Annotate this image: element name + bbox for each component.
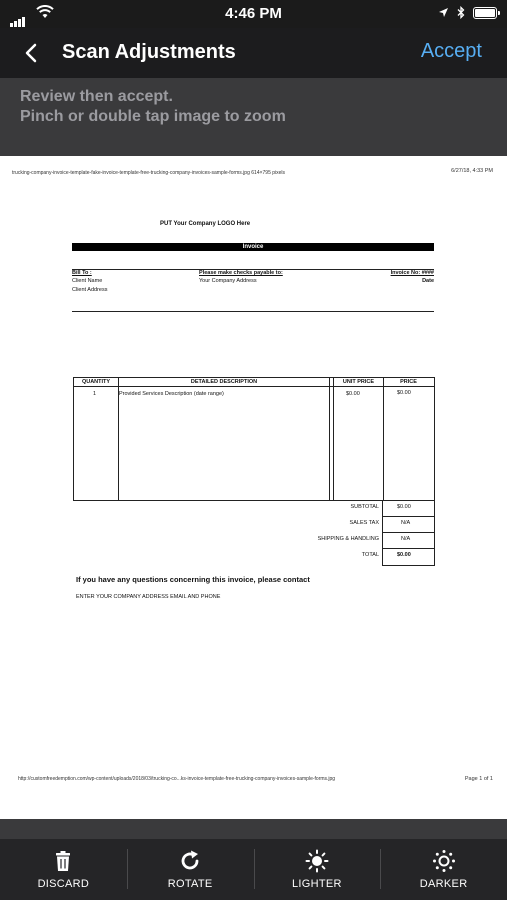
- row-unit-price: $0.00: [346, 391, 360, 397]
- status-time: 4:46 PM: [225, 5, 282, 22]
- instructions-banner: [0, 78, 507, 156]
- invoice-number: Invoice No: ####: [390, 270, 434, 276]
- total-label: TOTAL: [361, 552, 379, 558]
- checks-payable-label: Please make checks payable to:: [199, 270, 283, 276]
- invoice-title-bar: Invoice: [72, 243, 434, 251]
- document-bottom-margin: [0, 819, 507, 839]
- questions-contact-text: If you have any questions concerning this invoice, please contact: [76, 575, 310, 584]
- logo-placeholder-text: PUT Your Company LOGO Here: [160, 221, 251, 227]
- trash-icon: [51, 849, 75, 873]
- sun-dotted-icon: [432, 849, 456, 873]
- total-value: $0.00: [397, 552, 411, 558]
- row-quantity: 1: [93, 391, 97, 397]
- row-price: $0.00: [397, 390, 411, 396]
- invoice-date-label: Date: [422, 278, 434, 284]
- sales-tax-value: N/A: [401, 520, 411, 526]
- sun-outline-icon: [305, 849, 329, 873]
- client-address: Client Address: [72, 287, 108, 293]
- rotate-icon: [178, 849, 202, 873]
- price-header: PRICE: [400, 379, 417, 385]
- scanned-document-image[interactable]: [0, 156, 507, 819]
- rotate-label: ROTATE: [167, 878, 213, 890]
- back-chevron-icon[interactable]: [18, 38, 48, 68]
- darker-button[interactable]: [380, 839, 507, 900]
- subtotal-value: $0.00: [397, 504, 411, 510]
- lighter-button[interactable]: [254, 839, 381, 900]
- lighter-label: LIGHTER: [291, 878, 342, 890]
- discard-button[interactable]: [0, 839, 127, 900]
- rotate-button[interactable]: [127, 839, 254, 900]
- page-title: Scan Adjustments: [62, 41, 236, 63]
- location-arrow-icon: [438, 7, 449, 18]
- document-header-date: 6/27/18, 4:33 PM: [451, 168, 493, 174]
- bottom-toolbar: [0, 839, 507, 900]
- shipping-value: N/A: [401, 536, 411, 542]
- battery-icon: [473, 7, 497, 19]
- company-contact-placeholder: ENTER YOUR COMPANY ADDRESS EMAIL AND PHONE: [76, 594, 221, 600]
- navigation-bar: [0, 28, 507, 78]
- company-address: Your Company Address: [199, 278, 257, 284]
- quantity-header: QUANTITY: [81, 379, 111, 385]
- description-header: DETAILED DESCRIPTION: [190, 379, 258, 385]
- status-bar: [0, 0, 507, 28]
- darker-label: DARKER: [419, 878, 468, 890]
- row-description: Provided Services Description (date range): [119, 391, 224, 397]
- discard-label: DISCARD: [37, 878, 90, 890]
- bluetooth-icon: [457, 6, 465, 19]
- instruction-line-1: Review then accept.: [20, 88, 173, 105]
- shipping-label: SHIPPING & HANDLING: [317, 536, 379, 542]
- instruction-line-2: Pinch or double tap image to zoom: [20, 108, 286, 125]
- subtotal-label: SUBTOTAL: [350, 504, 379, 510]
- bill-to-label: Bill To :: [72, 270, 92, 276]
- document-page-number: Page 1 of 1: [464, 776, 493, 782]
- sales-tax-label: SALES TAX: [349, 520, 379, 526]
- accept-button[interactable]: Accept: [420, 40, 482, 62]
- client-name: Client Name: [72, 278, 103, 284]
- document-header-url: trucking-company-invoice-template-fake-invoice-template-free-trucking-company-invoices-sample-forms.jpg 614×795 pixels: [12, 170, 286, 176]
- document-footer-url: http://customfreedemption.com/wp-content/uploads/2018/03/trucking-co...ks-invoice-template-free-trucking-company-invoices-sample-forms.jpg: [18, 776, 336, 782]
- unit-price-header: UNIT PRICE: [342, 379, 375, 385]
